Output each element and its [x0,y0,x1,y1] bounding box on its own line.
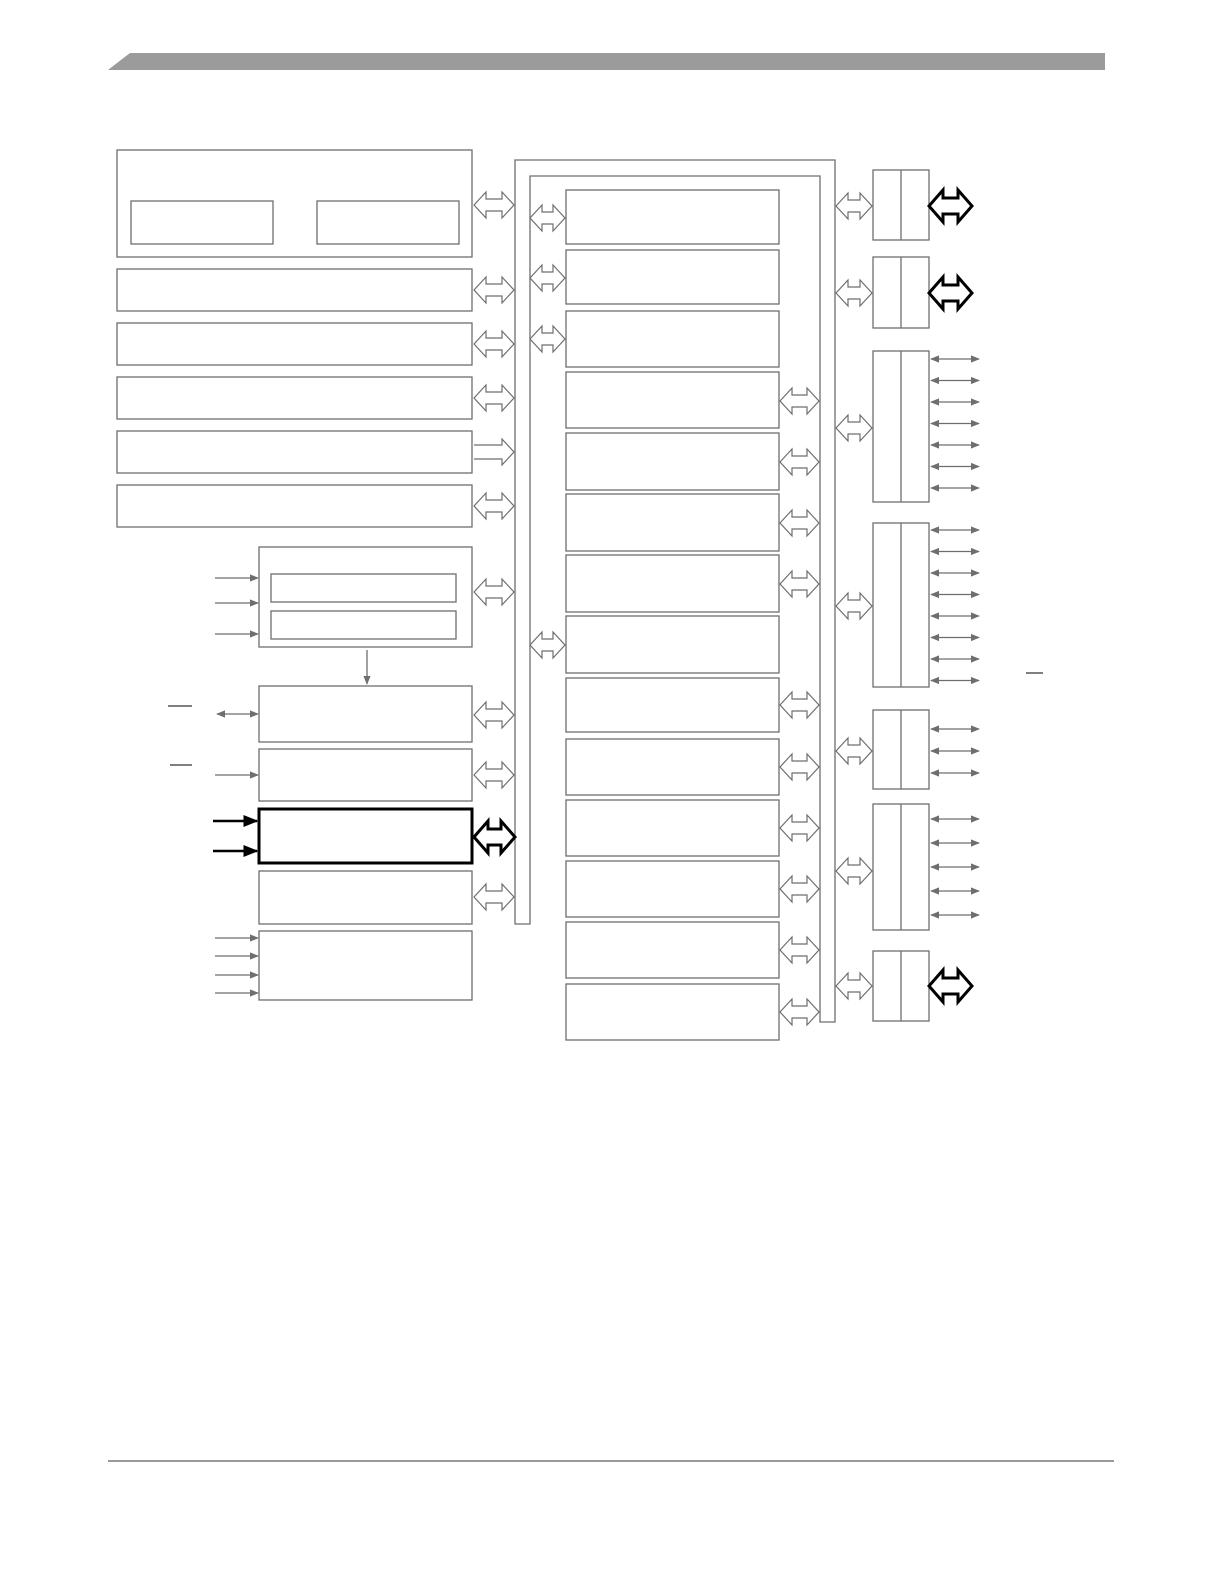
left-block-11 [259,871,472,924]
port-bus-arrow-2 [836,280,872,306]
bus-arrow-left-a5 [474,439,514,465]
clock-sub-block-1 [271,574,456,602]
port-2-external-arrow [929,277,972,309]
bus-arrow-left-a6 [474,493,514,519]
port-1-external-arrow [929,190,972,222]
center-block-12 [566,861,779,917]
center-block-13 [566,922,779,978]
center-block-14 [566,984,779,1040]
core-sub-block-1 [131,201,273,244]
center-right-arrow-5 [780,692,819,718]
port-7-external-arrow [929,970,972,1002]
port-bus-arrow-4 [836,593,872,619]
left-block-3 [117,323,472,365]
center-block-4 [566,372,779,428]
center-right-arrow-1 [780,388,819,414]
center-block-8 [566,616,779,673]
center-block-5 [566,433,779,490]
clock-sub-block-2 [271,611,456,639]
left-block-4 [117,377,472,419]
center-right-arrow-3 [780,510,819,536]
inner-arrow-3 [530,326,565,352]
bus-arrow-left-a8 [474,702,514,728]
footer-rule [108,1460,1114,1462]
center-right-arrow-7 [780,815,819,841]
left-block-5 [117,431,472,473]
center-block-2 [566,250,779,304]
left-block-9 [259,749,472,801]
port-bus-arrow-6 [836,858,872,884]
inner-arrow-2 [530,265,565,291]
port-bus-arrow-5 [836,738,872,764]
left-block-2 [117,269,472,311]
bus-arrow-left-a4 [474,385,514,411]
center-column [566,190,779,1040]
port-bus-arrow-3 [836,415,872,441]
bus-arrow-left-a7 [474,579,514,605]
center-block-3 [566,311,779,367]
bus-arrow-left-a2 [474,277,514,303]
center-block-11 [566,800,779,856]
center-right-arrow-9 [780,937,819,963]
center-block-10 [566,739,779,795]
center-right-arrow-2 [780,449,819,475]
left-column [117,150,472,1000]
bus-arrow-left-a1 [474,192,514,218]
center-right-arrow-6 [780,754,819,780]
highlighted-block [259,809,472,863]
bus-arrow-left-a3 [474,331,514,357]
center-right-arrow-4 [780,571,819,597]
port-bus-arrow-7 [836,973,872,999]
center-right-arrow-10 [780,999,819,1025]
bus-arrow-left-a9 [474,762,514,788]
center-block-9 [566,678,779,732]
center-block-6 [566,494,779,551]
left-block-6 [117,485,472,527]
bus-arrow-left-a11 [474,884,514,910]
bus-arrow-left-a10-bold [474,821,515,853]
left-block-12 [259,931,472,1000]
port-bus-arrow-1 [836,193,872,219]
center-block-1 [566,190,779,244]
inner-arrow-4 [530,632,565,658]
center-block-7 [566,555,779,612]
right-column [873,170,929,1021]
left-block-8 [259,686,472,742]
center-right-arrow-8 [780,876,819,902]
core-sub-block-2 [317,201,459,244]
inner-arrow-1 [530,205,565,231]
